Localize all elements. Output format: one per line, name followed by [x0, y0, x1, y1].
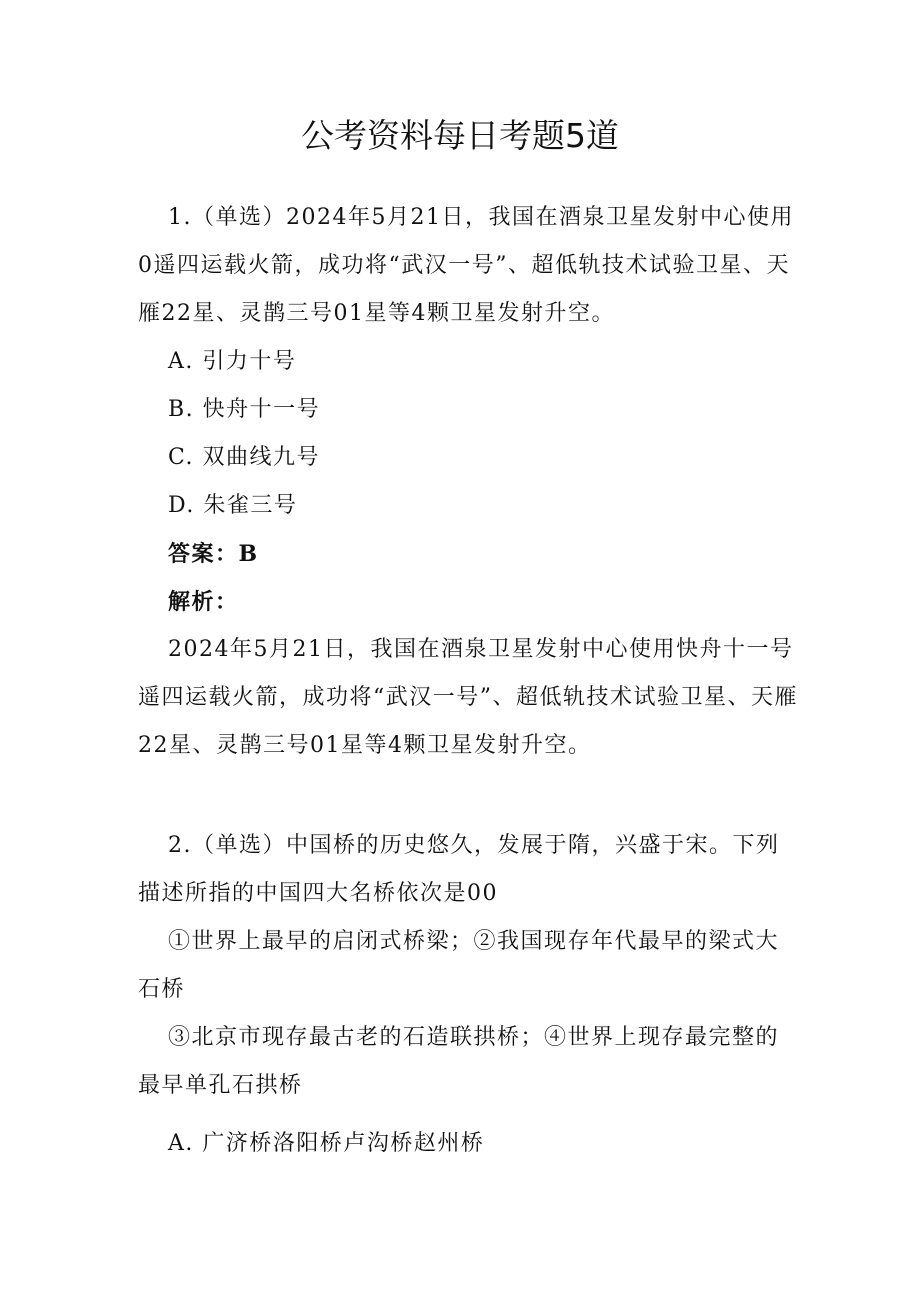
question-1-option-b: B. 快舟十一号 [168, 397, 321, 422]
question-1-option-d: D. 朱雀三号 [168, 493, 298, 518]
question-1-analysis: 2024年5月21日，我国在酒泉卫星发射中心使用快舟十一号遥四运载火箭，成功将“武汉一号”、超低轨技术试验卫星、天雁22星、灵鹊三号01星等4颗卫星发射升空。 [138, 637, 798, 758]
question-2-stem: 2.（单选）中国桥的历史悠久，发展于隋，兴盛于宋。下列描述所指的中国四大名桥依次是00 [138, 833, 780, 906]
question-2-item-line-1: ①世界上最早的启闭式桥梁；②我国现存年代最早的梁式大石桥 [138, 929, 780, 1002]
question-1-option-a: A. 引力十号 [168, 349, 297, 374]
question-2-item-line-2: ③北京市现存最古老的石造联拱桥；④世界上现存最完整的最早单孔石拱桥 [138, 1025, 780, 1098]
question-1-answer: 答案：B [168, 541, 259, 567]
question-1-stem: 1.（单选）2024年5月21日，我国在酒泉卫星发射中心使用0遥四运载火箭，成功将“武汉一号”、超低轨技术试验卫星、天雁22星、灵鹊三号01星等4颗卫星发射升空。 [138, 205, 794, 326]
document-title: 公考资料每日考题5道 [301, 116, 619, 155]
question-2-option-a: A. 广济桥洛阳桥卢沟桥赵州桥 [168, 1131, 485, 1156]
question-1-option-c: C. 双曲线九号 [168, 445, 321, 470]
question-1-analysis-label: 解析： [168, 589, 239, 615]
